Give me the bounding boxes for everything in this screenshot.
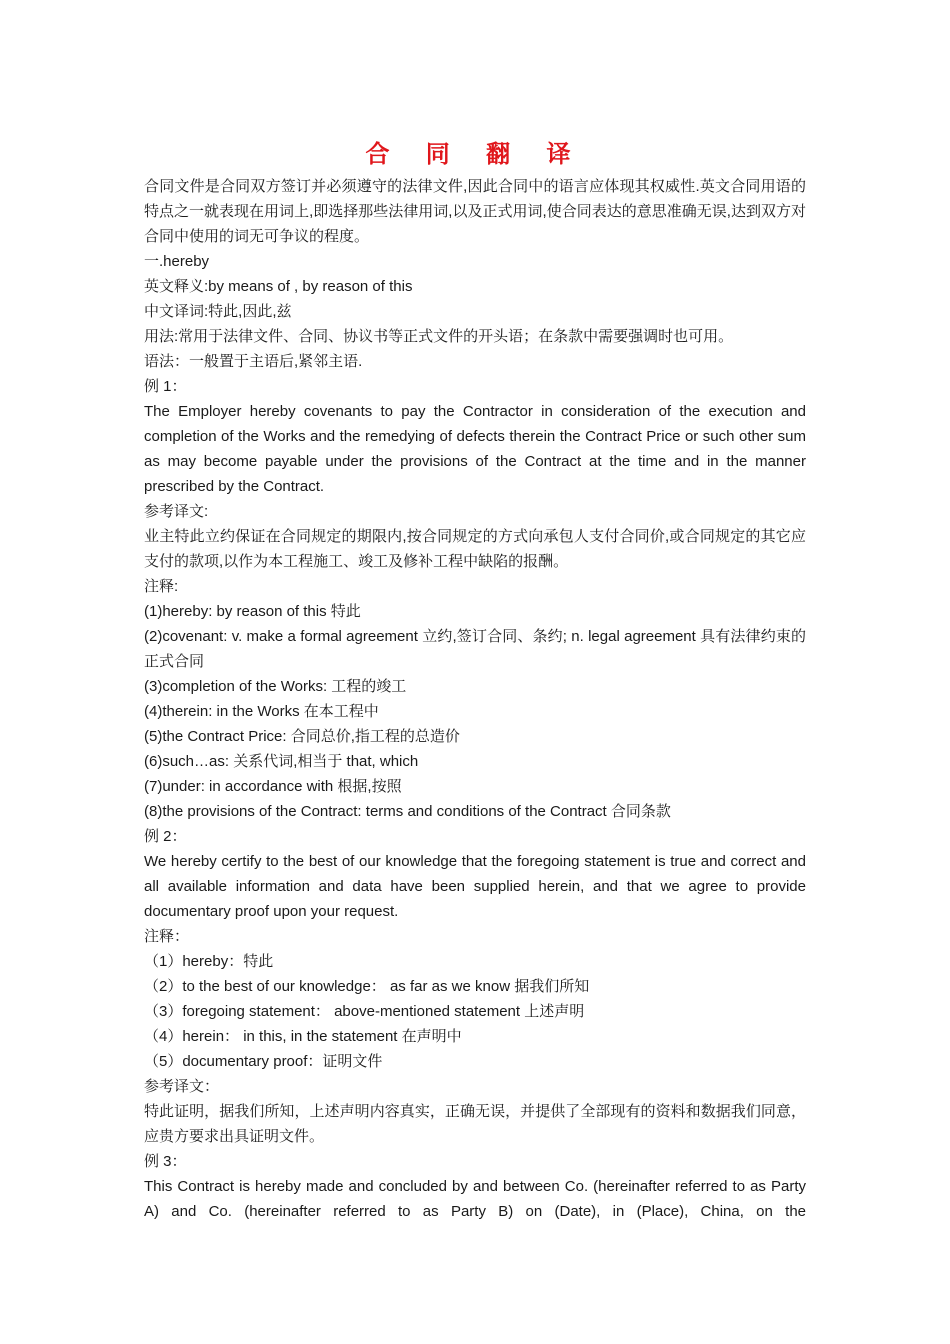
example-2-note: （5）documentary proof：证明文件	[144, 1053, 383, 1070]
example-1-note: (2)covenant: v. make a formal agreement 立约,签订合同、条约; n. legal agreement 具有法律约束的正式合同	[144, 628, 806, 670]
grammar-note: 语法：一般置于主语后,紧邻主语.	[144, 353, 363, 370]
example-2-notes-label: 注释：	[144, 928, 190, 945]
intro-paragraph: 合同文件是合同双方签订并必须遵守的法律文件,因此合同中的语言应体现其权威性.英文合同用语的特点之一就表现在用词上,即选择那些法律用词,以及正式用词,使合同表达的意思准确无误,达到双方对合同中使用的词无可争议的程度。	[144, 178, 806, 245]
example-2-note: （3）foregoing statement： above-mentioned statement 上述声明	[144, 1003, 585, 1020]
example-1-note: (4)therein: in the Works 在本工程中	[144, 703, 379, 720]
example-3-label: 例 3：	[144, 1153, 187, 1170]
example-1-note: (5)the Contract Price: 合同总价,指工程的总造价	[144, 728, 460, 745]
example-2-note: （4）herein： in this, in the statement 在声明中	[144, 1028, 462, 1045]
example-1-text: The Employer hereby covenants to pay the Contractor in consideration of the execution and completion of the Works and the remedying of defects therein the Contract Price or such other sum as may become payable under the provisions of the Contract at the time and in the manner prescribed by the Contract.	[144, 403, 806, 495]
usage-note: 用法:常用于法律文件、合同、协议书等正式文件的开头语；在条款中需要强调时也可用。	[144, 328, 734, 345]
example-1-reference-translation: 业主特此立约保证在合同规定的期限内,按合同规定的方式向承包人支付合同价,或合同规定的其它应支付的款项,以作为本工程施工、竣工及修补工程中缺陷的报酬。	[144, 528, 806, 570]
document-title: 合 同 翻 译	[365, 139, 585, 168]
example-3-text: This Contract is hereby made and concluded by and between Co. (hereinafter referred to as Party A) and Co. (hereinafter referred to as Party B) on (Date), in (Place), China, on the	[144, 1178, 806, 1220]
english-definition: 英文释义:by means of , by reason of this	[144, 278, 413, 295]
example-1-note: (1)hereby: by reason of this 特此	[144, 603, 361, 620]
example-2-text: We hereby certify to the best of our knowledge that the foregoing statement is true and correct and all available information and data have been supplied herein, and that we agree to provide documentary proof upon your request.	[144, 853, 806, 920]
chinese-translation: 中文译词:特此,因此,兹	[144, 303, 292, 320]
document-body	[144, 174, 806, 1224]
example-2-reference-label: 参考译文：	[144, 1078, 220, 1095]
example-1-note: (3)completion of the Works: 工程的竣工	[144, 678, 407, 695]
example-1-note: (7)under: in accordance with 根据,按照	[144, 778, 402, 795]
example-2-note: （2）to the best of our knowledge： as far as we know 据我们所知	[144, 978, 590, 995]
example-1-note: (8)the provisions of the Contract: terms and conditions of the Contract 合同条款	[144, 803, 671, 820]
section-heading: 一.hereby	[144, 253, 210, 270]
example-1-reference-label: 参考译文:	[144, 503, 209, 520]
example-2-label: 例 2：	[144, 828, 187, 845]
example-1-label: 例 1：	[144, 378, 187, 395]
example-1-notes-label: 注释:	[144, 578, 179, 595]
example-1-note: (6)such…as: 关系代词,相当于 that, which	[144, 753, 419, 770]
example-2-note: （1）hereby：特此	[144, 953, 274, 970]
example-2-reference-translation: 特此证明，据我们所知，上述声明内容真实，正确无误，并提供了全部现有的资料和数据我们同意，应贵方要求出具证明文件。	[144, 1103, 806, 1145]
